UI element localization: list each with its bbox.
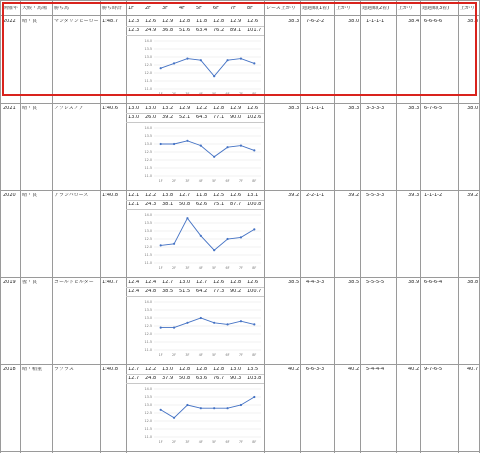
- last3f-3: 39.2: [467, 193, 479, 198]
- y-tick-label: 11.5: [144, 166, 152, 171]
- grid-line: [126, 122, 264, 123]
- cumulative-time: 12.3: [128, 28, 140, 33]
- lap-point: [253, 396, 255, 398]
- x-tick-label: 8F: [252, 179, 257, 183]
- header-year: 開催年: [3, 6, 19, 11]
- passing-order-2: 5-5-5-5: [366, 280, 385, 285]
- x-tick-label: 7F: [238, 353, 243, 357]
- header-6f: 6F: [213, 6, 220, 11]
- y-tick-label: 13.5: [144, 221, 152, 226]
- race-condition: 晴・良: [22, 193, 38, 198]
- lap-time: 12.6: [247, 280, 259, 285]
- x-tick-label: 2F: [172, 92, 177, 96]
- lap-point: [173, 243, 175, 245]
- lap-time: 12.1: [128, 193, 140, 198]
- cumulative-time: 13.0: [128, 115, 140, 120]
- header-weather: 天候・馬場: [22, 6, 48, 11]
- header-race-last3f: レース上がり: [266, 6, 296, 11]
- cumulative-time: 76.2: [213, 28, 225, 33]
- lap-time: 12.2: [196, 106, 208, 111]
- passing-order-3: 9-7-6-5: [424, 367, 443, 372]
- race-time: 1:40.8: [102, 193, 118, 198]
- grid-line: [126, 296, 264, 297]
- lap-time: 12.6: [145, 19, 157, 24]
- lap-point: [253, 62, 255, 64]
- race-winner: アランバローズ: [54, 193, 89, 198]
- cumulative-time: 26.0: [145, 115, 157, 120]
- last3f-3: 38.0: [467, 106, 479, 111]
- lap-point: [226, 407, 228, 409]
- y-tick-label: 11.5: [144, 340, 152, 345]
- lap-point: [240, 145, 242, 147]
- x-tick-label: 8F: [252, 353, 257, 357]
- cumulative-time: 77.1: [213, 115, 225, 120]
- lap-chart: [140, 211, 265, 273]
- passing-order-1: 1-1-1-1: [306, 106, 325, 111]
- header-passing-3: 通過順(3着): [422, 6, 450, 11]
- lap-point: [226, 238, 228, 240]
- cumulative-time: 38.1: [162, 202, 174, 207]
- x-tick-label: 6F: [225, 92, 230, 96]
- lap-point: [226, 323, 228, 325]
- x-tick-label: 4F: [198, 92, 203, 96]
- y-tick-label: 13.0: [144, 403, 152, 408]
- x-tick-label: 4F: [198, 179, 203, 183]
- cumulative-time: 103.8: [247, 376, 262, 381]
- lap-point: [173, 327, 175, 329]
- race-winner: マンダリンヒーロー: [54, 19, 99, 24]
- lap-point: [200, 145, 202, 147]
- last3f-2: 39.3: [408, 193, 420, 198]
- cumulative-time: 63.4: [196, 28, 208, 33]
- lap-time: 13.0: [179, 280, 191, 285]
- x-tick-label: 2F: [172, 179, 177, 183]
- passing-order-3: 6-6-6-4: [424, 280, 443, 285]
- x-tick-label: 4F: [198, 266, 203, 270]
- lap-time: 12.8: [213, 19, 225, 24]
- lap-time: 13.0: [128, 106, 140, 111]
- race-time: 1:40.7: [102, 280, 118, 285]
- lap-point: [213, 407, 215, 409]
- passing-order-1: 7-6-2-2: [306, 19, 325, 24]
- lap-point: [226, 59, 228, 61]
- y-tick-label: 11.0: [144, 174, 152, 179]
- header-3f: 3F: [162, 6, 169, 11]
- y-tick-label: 14.0: [144, 126, 152, 131]
- y-tick-label: 12.5: [144, 63, 152, 68]
- y-tick-label: 12.0: [144, 158, 152, 163]
- x-tick-label: 5F: [212, 179, 217, 183]
- header-last3f-2: 上がり: [398, 6, 414, 11]
- x-tick-label: 4F: [198, 353, 203, 357]
- y-tick-label: 11.0: [144, 435, 152, 440]
- cumulative-time: 51.5: [179, 289, 191, 294]
- last3f-1: 38.0: [348, 19, 360, 24]
- lap-time: 12.9: [162, 19, 174, 24]
- lap-chart-svg: [140, 37, 265, 99]
- lap-point: [160, 143, 162, 145]
- lap-time: 12.8: [179, 367, 191, 372]
- lap-point: [173, 62, 175, 64]
- lap-point: [186, 140, 188, 142]
- lap-time: 12.6: [247, 106, 259, 111]
- cumulative-time: 12.7: [128, 376, 140, 381]
- lap-point: [253, 149, 255, 151]
- x-tick-label: 7F: [238, 440, 243, 444]
- lap-point: [200, 317, 202, 319]
- x-tick-label: 6F: [225, 440, 230, 444]
- lap-time: 12.9: [179, 106, 191, 111]
- y-tick-label: 12.0: [144, 332, 152, 337]
- header-winner: 勝ち馬: [54, 6, 70, 11]
- y-tick-label: 11.5: [144, 253, 152, 258]
- lap-time: 13.5: [247, 367, 259, 372]
- cumulative-time: 36.8: [162, 28, 174, 33]
- lap-time: 12.5: [213, 193, 225, 198]
- cumulative-time: 51.6: [179, 28, 191, 33]
- x-tick-label: 5F: [212, 92, 217, 96]
- cumulative-time: 76.7: [213, 376, 225, 381]
- last3f-2: 38.3: [408, 106, 420, 111]
- race-winner: ラブラス: [54, 367, 74, 372]
- race-last3f: 40.2: [288, 367, 300, 372]
- grid-line: [126, 383, 264, 384]
- race-winner: ゴールドビルダー: [54, 280, 94, 285]
- lap-point: [213, 156, 215, 158]
- race-condition: 晴・良: [22, 106, 38, 111]
- lap-time: 12.4: [145, 280, 157, 285]
- x-tick-label: 8F: [252, 440, 257, 444]
- y-tick-label: 12.5: [144, 411, 152, 416]
- lap-chart-svg: [140, 211, 265, 273]
- x-tick-label: 4F: [198, 440, 203, 444]
- lap-point: [173, 143, 175, 145]
- lap-point: [240, 58, 242, 60]
- y-tick-label: 11.5: [144, 427, 152, 432]
- passing-order-2: 5-4-4-4: [366, 367, 385, 372]
- cumulative-time: 24.3: [145, 202, 157, 207]
- grid-line: [126, 374, 264, 375]
- lap-time: 12.7: [179, 193, 191, 198]
- lap-time: 12.7: [128, 367, 140, 372]
- y-tick-label: 12.0: [144, 419, 152, 424]
- lap-point: [253, 228, 255, 230]
- last3f-2: 40.2: [408, 367, 420, 372]
- lap-time: 13.0: [145, 106, 157, 111]
- race-row: [0, 277, 480, 364]
- lap-point: [186, 404, 188, 406]
- y-tick-label: 13.0: [144, 142, 152, 147]
- cumulative-time: 89.1: [230, 28, 242, 33]
- cumulative-time: 39.2: [162, 115, 174, 120]
- header-8f: 8F: [247, 6, 254, 11]
- race-year: 2018: [3, 367, 16, 372]
- lap-point: [200, 59, 202, 61]
- lap-point: [160, 244, 162, 246]
- passing-order-1: 2-2-1-1: [306, 193, 325, 198]
- x-tick-label: 7F: [238, 266, 243, 270]
- y-tick-label: 13.5: [144, 308, 152, 313]
- x-tick-label: 1F: [158, 92, 163, 96]
- lap-point: [213, 322, 215, 324]
- race-condition: 曇・良: [22, 280, 38, 285]
- cumulative-time: 50.8: [179, 202, 191, 207]
- header-1f: 1F: [128, 6, 135, 11]
- passing-order-2: 3-3-3-3: [366, 106, 385, 111]
- lap-point: [186, 322, 188, 324]
- grid-line: [126, 209, 264, 210]
- lap-chart-svg: [140, 385, 265, 447]
- race-year: 2021: [3, 106, 16, 111]
- race-time: 1:40.8: [102, 367, 118, 372]
- cumulative-time: 75.1: [213, 202, 225, 207]
- race-winner: ノブレスノア: [54, 106, 84, 111]
- lap-point: [240, 320, 242, 322]
- header-2f: 2F: [145, 6, 152, 11]
- lap-time: 12.6: [213, 280, 225, 285]
- y-tick-label: 12.0: [144, 71, 152, 76]
- x-tick-label: 6F: [225, 353, 230, 357]
- race-year: 2020: [3, 193, 16, 198]
- header-7f: 7F: [230, 6, 237, 11]
- cumulative-time: 38.5: [162, 289, 174, 294]
- y-tick-label: 11.0: [144, 261, 152, 266]
- lap-time: 12.8: [213, 106, 225, 111]
- lap-time: 11.8: [196, 19, 208, 24]
- lap-chart: [140, 385, 265, 447]
- lap-point: [160, 409, 162, 411]
- x-tick-label: 5F: [212, 440, 217, 444]
- cumulative-time: 37.9: [162, 376, 174, 381]
- race-row: [0, 103, 480, 190]
- race-condition: 晴・稍重: [22, 367, 43, 372]
- cumulative-time: 90.2: [230, 289, 242, 294]
- header-last3f-1: 上がり: [336, 6, 352, 11]
- lap-time: 13.0: [162, 367, 174, 372]
- y-tick-label: 14.0: [144, 39, 152, 44]
- grid-line: [0, 0, 480, 1]
- y-tick-label: 13.0: [144, 229, 152, 234]
- header-passing-1: 通過順(1着): [302, 6, 330, 11]
- lap-time: 12.8: [230, 280, 242, 285]
- lap-time: 12.7: [196, 280, 208, 285]
- lap-time: 12.6: [247, 19, 259, 24]
- cumulative-time: 100.7: [247, 289, 262, 294]
- y-tick-label: 13.5: [144, 47, 152, 52]
- grid-line: [0, 451, 480, 452]
- lap-point: [226, 146, 228, 148]
- header-passing-2: 通過順(2着): [362, 6, 390, 11]
- y-tick-label: 12.5: [144, 237, 152, 242]
- y-tick-label: 12.5: [144, 324, 152, 329]
- x-tick-label: 7F: [238, 179, 243, 183]
- lap-point: [160, 67, 162, 69]
- x-tick-label: 5F: [212, 353, 217, 357]
- cumulative-time: 63.6: [196, 376, 208, 381]
- lap-time: 11.8: [196, 193, 208, 198]
- cumulative-time: 64.3: [196, 115, 208, 120]
- lap-time: 12.8: [179, 19, 191, 24]
- cumulative-time: 52.1: [179, 115, 191, 120]
- x-tick-label: 2F: [172, 266, 177, 270]
- lap-time: 12.9: [230, 19, 242, 24]
- race-condition: 晴・良: [22, 19, 38, 24]
- lap-point: [240, 236, 242, 238]
- y-tick-label: 14.0: [144, 213, 152, 218]
- last3f-1: 39.2: [348, 193, 360, 198]
- cumulative-time: 24.8: [145, 376, 157, 381]
- last3f-1: 38.3: [348, 106, 360, 111]
- grid-line: [126, 287, 264, 288]
- x-tick-label: 8F: [252, 92, 257, 96]
- x-tick-label: 5F: [212, 266, 217, 270]
- x-tick-label: 7F: [238, 92, 243, 96]
- race-row: [0, 190, 480, 277]
- race-last3f: 38.3: [288, 19, 300, 24]
- cumulative-time: 12.4: [128, 289, 140, 294]
- cumulative-time: 90.0: [230, 115, 242, 120]
- grid-line: [126, 200, 264, 201]
- lap-point: [240, 404, 242, 406]
- lap-series-line: [161, 397, 255, 418]
- header-last3f-3: 上がり: [460, 6, 476, 11]
- lap-chart-svg: [140, 124, 265, 186]
- lap-chart: [140, 37, 265, 99]
- passing-order-1: 4-4-3-3: [306, 280, 325, 285]
- y-tick-label: 11.0: [144, 348, 152, 353]
- y-tick-label: 11.5: [144, 79, 152, 84]
- lap-point: [200, 235, 202, 237]
- cumulative-time: 64.2: [196, 289, 208, 294]
- lap-time: 12.2: [145, 367, 157, 372]
- cumulative-time: 12.1: [128, 202, 140, 207]
- x-tick-label: 1F: [158, 179, 163, 183]
- y-tick-label: 13.0: [144, 316, 152, 321]
- header-5f: 5F: [196, 6, 203, 11]
- lap-time: 12.8: [213, 367, 225, 372]
- passing-order-2: 5-5-3-3: [366, 193, 385, 198]
- y-tick-label: 12.0: [144, 245, 152, 250]
- lap-point: [213, 75, 215, 77]
- race-row: [0, 16, 480, 103]
- race-time: 1:48.7: [102, 19, 118, 24]
- passing-order-3: 1-1-1-2: [424, 193, 443, 198]
- race-year: 2019: [3, 280, 16, 285]
- passing-order-1: 6-6-3-3: [306, 367, 325, 372]
- cumulative-time: 90.3: [230, 376, 242, 381]
- cumulative-time: 100.8: [247, 202, 262, 207]
- header-4f: 4F: [179, 6, 186, 11]
- x-tick-label: 3F: [185, 92, 190, 96]
- passing-order-2: 1-1-1-1: [366, 19, 385, 24]
- lap-point: [213, 249, 215, 251]
- last3f-2: 38.9: [408, 280, 420, 285]
- race-last3f: 38.5: [288, 280, 300, 285]
- race-year: 2022: [3, 19, 16, 24]
- race-row: [0, 364, 480, 451]
- y-tick-label: 13.5: [144, 395, 152, 400]
- lap-time: 13.8: [162, 193, 174, 198]
- grid-line: [126, 35, 264, 36]
- grid-line: [126, 113, 264, 114]
- x-tick-label: 3F: [185, 353, 190, 357]
- x-tick-label: 2F: [172, 440, 177, 444]
- last3f-1: 40.2: [348, 367, 360, 372]
- cumulative-time: 101.7: [247, 28, 262, 33]
- lap-time: 13.2: [162, 106, 174, 111]
- lap-point: [160, 327, 162, 329]
- x-tick-label: 8F: [252, 266, 257, 270]
- passing-order-3: 6-7-6-5: [424, 106, 443, 111]
- y-tick-label: 13.5: [144, 134, 152, 139]
- last3f-3: 40.7: [467, 367, 479, 372]
- x-tick-label: 1F: [158, 266, 163, 270]
- lap-point: [253, 323, 255, 325]
- x-tick-label: 3F: [185, 266, 190, 270]
- lap-time: 13.0: [230, 367, 242, 372]
- x-tick-label: 1F: [158, 353, 163, 357]
- lap-time: 12.8: [196, 367, 208, 372]
- lap-time: 12.7: [162, 280, 174, 285]
- cumulative-time: 24.9: [145, 28, 157, 33]
- lap-point: [200, 407, 202, 409]
- y-tick-label: 14.0: [144, 300, 152, 305]
- lap-time: 12.2: [145, 193, 157, 198]
- lap-time: 12.4: [128, 280, 140, 285]
- last3f-3: 38.8: [467, 280, 479, 285]
- cumulative-time: 62.6: [196, 202, 208, 207]
- x-tick-label: 2F: [172, 353, 177, 357]
- y-tick-label: 13.0: [144, 55, 152, 60]
- grid-line: [126, 26, 264, 27]
- header-time: 勝ち時計: [102, 6, 123, 11]
- lap-point: [186, 58, 188, 60]
- cumulative-time: 50.8: [179, 376, 191, 381]
- lap-time: 12.6: [230, 193, 242, 198]
- x-tick-label: 3F: [185, 440, 190, 444]
- cumulative-time: 77.3: [213, 289, 225, 294]
- lap-chart: [140, 124, 265, 186]
- race-time: 1:40.6: [102, 106, 118, 111]
- lap-chart-svg: [140, 298, 265, 360]
- y-tick-label: 12.5: [144, 150, 152, 155]
- lap-point: [186, 217, 188, 219]
- last3f-2: 38.4: [408, 19, 420, 24]
- x-tick-label: 6F: [225, 179, 230, 183]
- lap-series-line: [161, 59, 255, 77]
- y-tick-label: 14.0: [144, 387, 152, 392]
- lap-chart: [140, 298, 265, 360]
- lap-point: [173, 417, 175, 419]
- lap-time: 12.3: [128, 19, 140, 24]
- x-tick-label: 3F: [185, 179, 190, 183]
- x-tick-label: 1F: [158, 440, 163, 444]
- race-last3f: 38.3: [288, 106, 300, 111]
- x-tick-label: 6F: [225, 266, 230, 270]
- lap-time: 13.1: [247, 193, 259, 198]
- race-last3f: 39.2: [288, 193, 300, 198]
- y-tick-label: 11.0: [144, 87, 152, 92]
- cumulative-time: 102.6: [247, 115, 262, 120]
- passing-order-3: 6-6-6-6: [424, 19, 443, 24]
- last3f-3: 38.3: [467, 19, 479, 24]
- last3f-1: 38.5: [348, 280, 360, 285]
- cumulative-time: 24.8: [145, 289, 157, 294]
- cumulative-time: 87.7: [230, 202, 242, 207]
- lap-time: 12.9: [230, 106, 242, 111]
